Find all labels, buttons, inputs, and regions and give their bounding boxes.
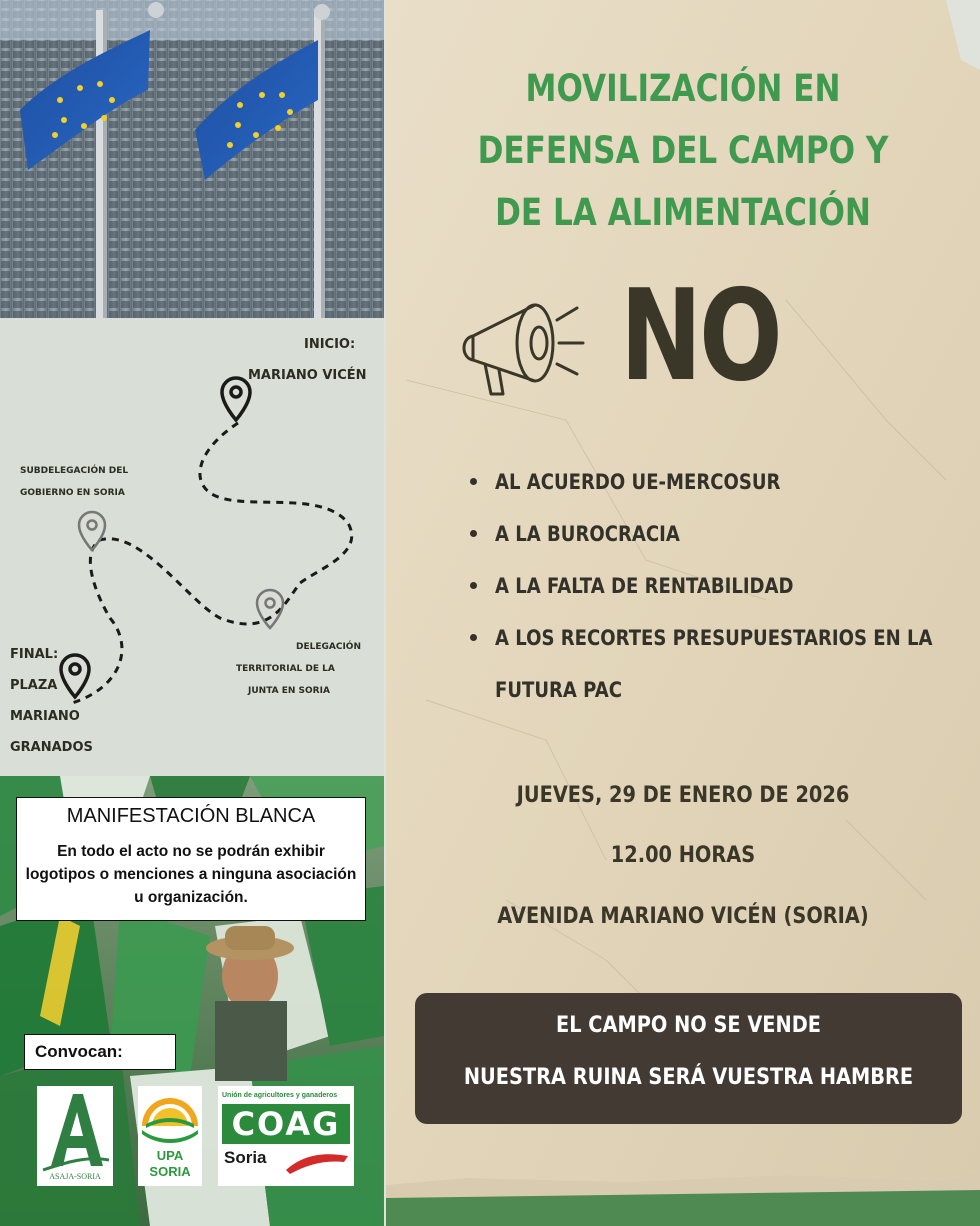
end-label: FINAL: xyxy=(10,647,59,662)
start-label: INICIO: xyxy=(304,337,356,352)
list-item: A LA BUROCRACIA xyxy=(466,508,966,560)
notice-title: MANIFESTACIÓN BLANCA xyxy=(66,805,316,827)
slogan-2: NUESTRA RUINA SERÁ VUESTRA HAMBRE xyxy=(463,1064,914,1090)
event-time: 12.00 HORAS xyxy=(610,842,756,868)
title-line-3: DE LA ALIMENTACIÓN xyxy=(495,191,871,234)
title-line-2: DEFENSA DEL CAMPO Y xyxy=(477,129,889,172)
coag-header: Unión de agricultores y ganaderos xyxy=(222,1092,338,1099)
asaja-text: ASAJA-SORIA xyxy=(49,1172,101,1181)
delegacion-line3: JUNTA EN SORIA xyxy=(248,686,330,696)
upa-logo xyxy=(138,1086,202,1186)
event-place: AVENIDA MARIANO VICÉN (SORIA) xyxy=(497,903,869,929)
route-map xyxy=(0,318,384,776)
list-item: A LA FALTA DE RENTABILIDAD xyxy=(466,560,966,612)
title-line-1: MOVILIZACIÓN EN xyxy=(525,67,841,110)
coag-logo xyxy=(218,1086,354,1186)
slogan-box xyxy=(415,993,962,1124)
coag-swoosh-icon xyxy=(284,1150,350,1174)
subdelegacion-line2: GOBIERNO EN SORIA xyxy=(20,488,125,498)
subdelegacion-line1: SUBDELEGACIÓN DEL xyxy=(20,466,129,476)
end-name-line2: MARIANO xyxy=(10,709,80,724)
coag-text: COAG xyxy=(222,1104,350,1144)
event-date: JUEVES, 29 DE ENERO DE 2026 xyxy=(516,782,850,808)
list-item: A LOS RECORTES PRESUPUESTARIOS EN LA FUTURA PAC xyxy=(466,612,966,716)
end-name-line1: PLAZA xyxy=(10,678,58,693)
start-name: MARIANO VICÉN xyxy=(248,368,367,383)
pin-icon-start xyxy=(222,378,250,420)
slogan-1: EL CAMPO NO SE VENDE xyxy=(555,1012,822,1038)
end-name-line3: GRANADOS xyxy=(10,740,93,755)
delegacion-line1: DELEGACIÓN xyxy=(296,642,361,652)
list-item: AL ACUERDO UE-MERCOSUR xyxy=(466,456,966,508)
upa-text-line1: UPA xyxy=(156,1148,184,1163)
pin-icon-end xyxy=(61,655,89,697)
coag-sub: Soria xyxy=(224,1148,267,1167)
notice-body: En todo el acto no se podrán exhibir logotipos o menciones a ninguna asociación u organización. xyxy=(25,843,357,906)
manifestacion-blanca-notice xyxy=(16,797,366,921)
megaphone-icon xyxy=(455,298,595,408)
convocan-label: Convocan: xyxy=(24,1034,176,1070)
upa-text-line2: SORIA xyxy=(149,1164,191,1179)
poster-title xyxy=(434,58,933,244)
delegacion-line2: TERRITORIAL DE LA xyxy=(236,664,335,674)
eu-flags-photo xyxy=(0,0,384,318)
demands-list xyxy=(466,456,966,716)
pin-icon-subdelegacion xyxy=(79,512,105,550)
no-word: NO xyxy=(620,262,780,409)
asaja-logo xyxy=(37,1086,113,1186)
